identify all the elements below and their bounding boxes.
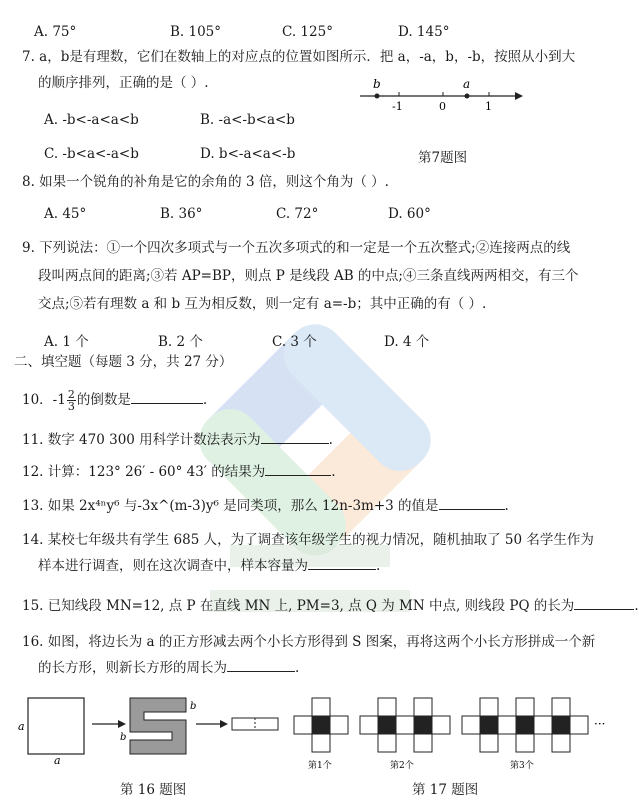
square-side-label: a bbox=[18, 720, 25, 733]
q7-option-c: C. -b<a<-a<b bbox=[44, 146, 139, 162]
section-heading: 二、填空题（每题 3 分，共 27 分） bbox=[14, 354, 233, 370]
q6-option-c: C. 125° bbox=[282, 24, 333, 40]
axis-label-zero: 0 bbox=[439, 100, 446, 113]
fig16-caption: 第 16 题图 bbox=[120, 782, 187, 798]
q15-answer-blank[interactable] bbox=[574, 595, 634, 610]
q8-option-d: D. 60° bbox=[388, 206, 431, 222]
axis-label-one: 1 bbox=[485, 100, 492, 113]
figure-17 bbox=[290, 692, 630, 774]
figure-16 bbox=[14, 690, 284, 767]
b-label-top: b bbox=[190, 701, 197, 712]
square-bottom-label: a bbox=[54, 754, 61, 767]
q14-line1: 14. 某校七年级共有学生 685 人，为了调查该年级学生的视力情况，随机抽取了 50 名学生作为 bbox=[22, 532, 594, 548]
q11-end: . bbox=[328, 432, 333, 448]
q7-figure-caption: 第7题图 bbox=[418, 150, 468, 166]
q7-option-d: D. b<-a<a<-b bbox=[200, 146, 296, 162]
q12 bbox=[22, 458, 336, 486]
step-label-3: 第3个 bbox=[510, 761, 534, 771]
q7-line1: 7. a，b是有理数，它们在数轴上的对应点的位置如图所示．把 a，-a，b，-b，按照从小到大 bbox=[22, 49, 576, 65]
q13-answer-blank[interactable] bbox=[439, 495, 505, 510]
q10-answer-blank[interactable] bbox=[131, 389, 203, 404]
axis-label-minus-one: -1 bbox=[392, 100, 403, 113]
q13-end: . bbox=[504, 498, 509, 514]
pattern-ellipsis: ··· bbox=[594, 717, 606, 731]
q15 bbox=[22, 592, 639, 620]
q11 bbox=[22, 426, 333, 454]
q15-end: . bbox=[634, 598, 639, 614]
q9-line2: 段叫两点间的距离;③若 AP=BP，则点 P 是线段 AB 的中点;④三条直线两两相交，有三个 bbox=[38, 268, 579, 284]
q8-option-c: C. 72° bbox=[276, 206, 319, 222]
q16-end: . bbox=[295, 660, 300, 676]
q11-answer-blank[interactable] bbox=[261, 429, 329, 444]
q14-line2: 样本进行调查，则在这次调查中，样本容量为 bbox=[38, 558, 308, 574]
q13-text: 13. 如果 2x⁴ⁿy⁶ 与-3x^(m-3)y⁶ 是同类项，那么 12n-3m+3 的值是 bbox=[22, 498, 439, 514]
q16-answer-blank[interactable] bbox=[227, 657, 295, 672]
q15-text: 15. 已知线段 MN=12, 点 P 在直线 MN 上, PM=3, 点 Q 为 MN 中点, 则线段 PQ 的长为 bbox=[22, 598, 575, 614]
q6-option-a: A. 75° bbox=[34, 24, 77, 40]
q8-option-b: B. 36° bbox=[160, 206, 203, 222]
pattern-3 bbox=[462, 698, 588, 752]
q8-line1: 8. 如果一个锐角的补角是它的余角的 3 倍，则这个角为（ ）. bbox=[22, 174, 389, 190]
q13 bbox=[22, 492, 509, 520]
fig17-caption: 第 17 题图 bbox=[412, 782, 479, 798]
q10 bbox=[22, 386, 207, 414]
q12-text: 12. 计算：123° 26′ - 60° 43′ 的结果为 bbox=[22, 464, 266, 480]
q9-line3: 交点;⑤若有理数 a 和 b 互为相反数，则一定有 a=-b；其中正确的有（ ）. bbox=[38, 296, 487, 312]
axis-label-a: a bbox=[463, 77, 471, 91]
q7-line2: 的顺序排列，正确的是（ ）. bbox=[38, 75, 209, 91]
q14-line2-wrap bbox=[38, 552, 380, 580]
q6-option-d: D. 145° bbox=[398, 24, 450, 40]
q9-option-d: D. 4 个 bbox=[384, 334, 430, 350]
q11-text: 11. 数字 470 300 用科学计数法表示为 bbox=[22, 432, 261, 448]
step-label-1: 第1个 bbox=[308, 761, 332, 771]
q7-option-b: B. -a<-b<a<b bbox=[200, 112, 295, 128]
q9-line1: 9. 下列说法：①一个四次多项式与一个五次多项式的和一定是一个五次整式;②连接两点的线 bbox=[22, 240, 571, 256]
q10-numerator: 2 bbox=[67, 388, 75, 401]
q16-line2-wrap bbox=[38, 654, 299, 682]
q12-answer-blank[interactable] bbox=[265, 461, 331, 476]
q16-line2: 的长方形，则新长方形的周长为 bbox=[38, 660, 227, 676]
pattern-2 bbox=[360, 698, 450, 752]
q10-suffix: 的倒数是 bbox=[76, 392, 131, 408]
q8-option-a: A. 45° bbox=[44, 206, 87, 222]
q6-option-b: B. 105° bbox=[170, 24, 222, 40]
q9-option-b: B. 2 个 bbox=[158, 334, 203, 350]
q9-option-a: A. 1 个 bbox=[44, 334, 89, 350]
q12-end: . bbox=[331, 464, 336, 480]
number-line-figure bbox=[355, 74, 525, 114]
q7-option-a: A. -b<-a<a<b bbox=[44, 112, 139, 128]
b-label-bottom: b bbox=[120, 732, 127, 743]
q9-option-c: C. 3 个 bbox=[272, 334, 317, 350]
pattern-1 bbox=[294, 698, 348, 752]
q16-line1: 16. 如图，将边长为 a 的正方形减去两个小长方形得到 S 图案，再将这两个小长方形拼成一个新 bbox=[22, 634, 596, 650]
q10-prefix: 10．-1 bbox=[22, 392, 66, 408]
axis-label-b: b bbox=[373, 77, 381, 91]
q10-denominator: 3 bbox=[67, 400, 75, 413]
step-label-2: 第2个 bbox=[390, 761, 414, 771]
q14-end: . bbox=[376, 558, 381, 574]
q10-end: . bbox=[202, 392, 208, 408]
q10-fraction bbox=[67, 389, 76, 412]
q14-answer-blank[interactable] bbox=[308, 555, 376, 570]
